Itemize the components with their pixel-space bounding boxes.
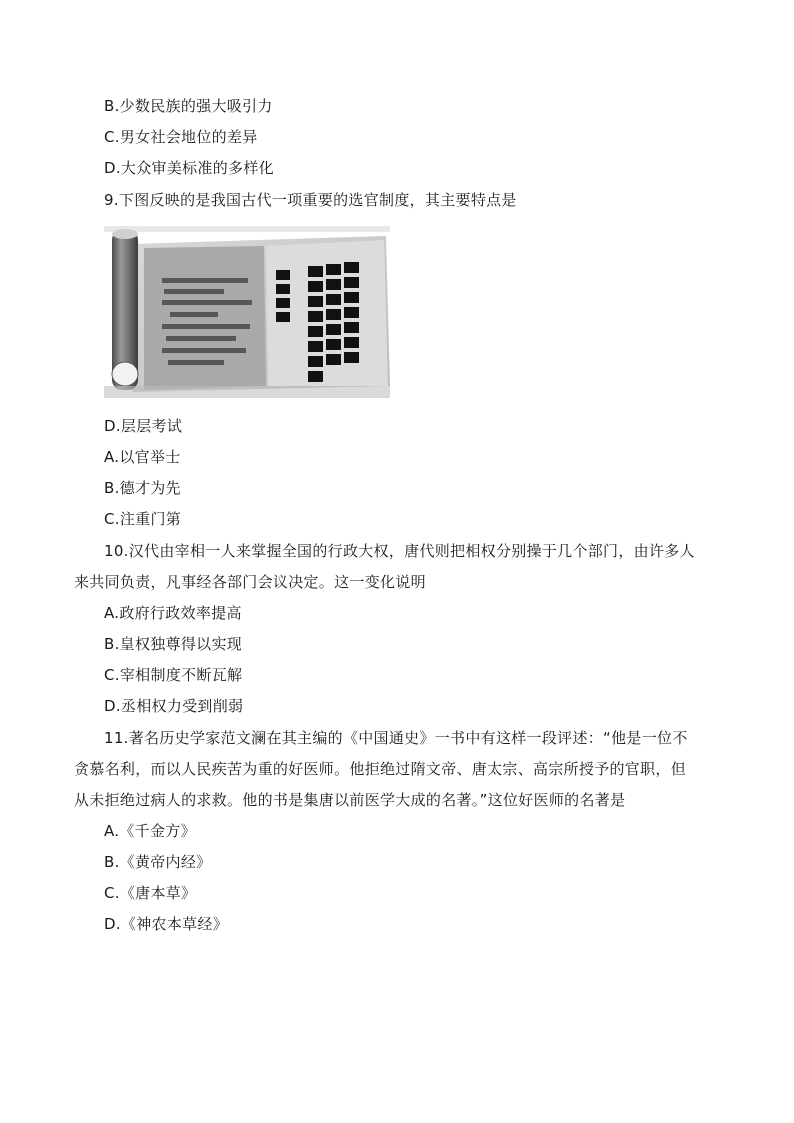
q10-option-d: D.丞相权力受到削弱 xyxy=(104,697,244,715)
q10-option-b: B.皇权独尊得以实现 xyxy=(104,635,243,653)
q11-stem-line3: 从未拒绝过病人的求救。他的书是集唐以前医学大成的名著。”这位好医师的名著是 xyxy=(74,791,626,809)
q11-option-d: D.《神农本草经》 xyxy=(104,915,229,933)
q8-option-b: B.少数民族的强大吸引力 xyxy=(104,97,273,115)
q8-option-c: C.男女社会地位的差异 xyxy=(104,128,258,146)
q10-option-c: C.宰相制度不断瓦解 xyxy=(104,666,243,684)
imperial-exam-scroll-image xyxy=(104,226,390,398)
q11-option-a: A.《千金方》 xyxy=(104,822,196,840)
q11-stem-line2: 贪慕名利，而以人民疾苦为重的好医师。他拒绝过隋文帝、唐太宗、高宗所授予的官职，但 xyxy=(74,760,687,778)
q8-option-d: D.大众审美标准的多样化 xyxy=(104,159,274,177)
q10-option-a: A.政府行政效率提高 xyxy=(104,604,242,622)
q10-stem-line2: 来共同负责，凡事经各部门会议决定。这一变化说明 xyxy=(74,573,426,591)
q9-option-a: A.以官举士 xyxy=(104,448,181,466)
q11-option-c: C.《唐本草》 xyxy=(104,884,197,902)
q11-option-b: B.《黄帝内经》 xyxy=(104,853,212,871)
q9-stem: 9.下图反映的是我国古代一项重要的选官制度，其主要特点是 xyxy=(104,191,517,209)
q9-option-b: B.德才为先 xyxy=(104,479,181,497)
q11-stem-line1: 11.著名历史学家范文澜在其主编的《中国通史》一书中有这样一段评述：“他是一位不 xyxy=(104,729,688,747)
q9-option-c: C.注重门第 xyxy=(104,510,182,528)
q9-option-d: D.层层考试 xyxy=(104,417,183,435)
q10-stem-line1: 10.汉代由宰相一人来掌握全国的行政大权，唐代则把相权分别操于几个部门，由许多人 xyxy=(104,542,695,560)
